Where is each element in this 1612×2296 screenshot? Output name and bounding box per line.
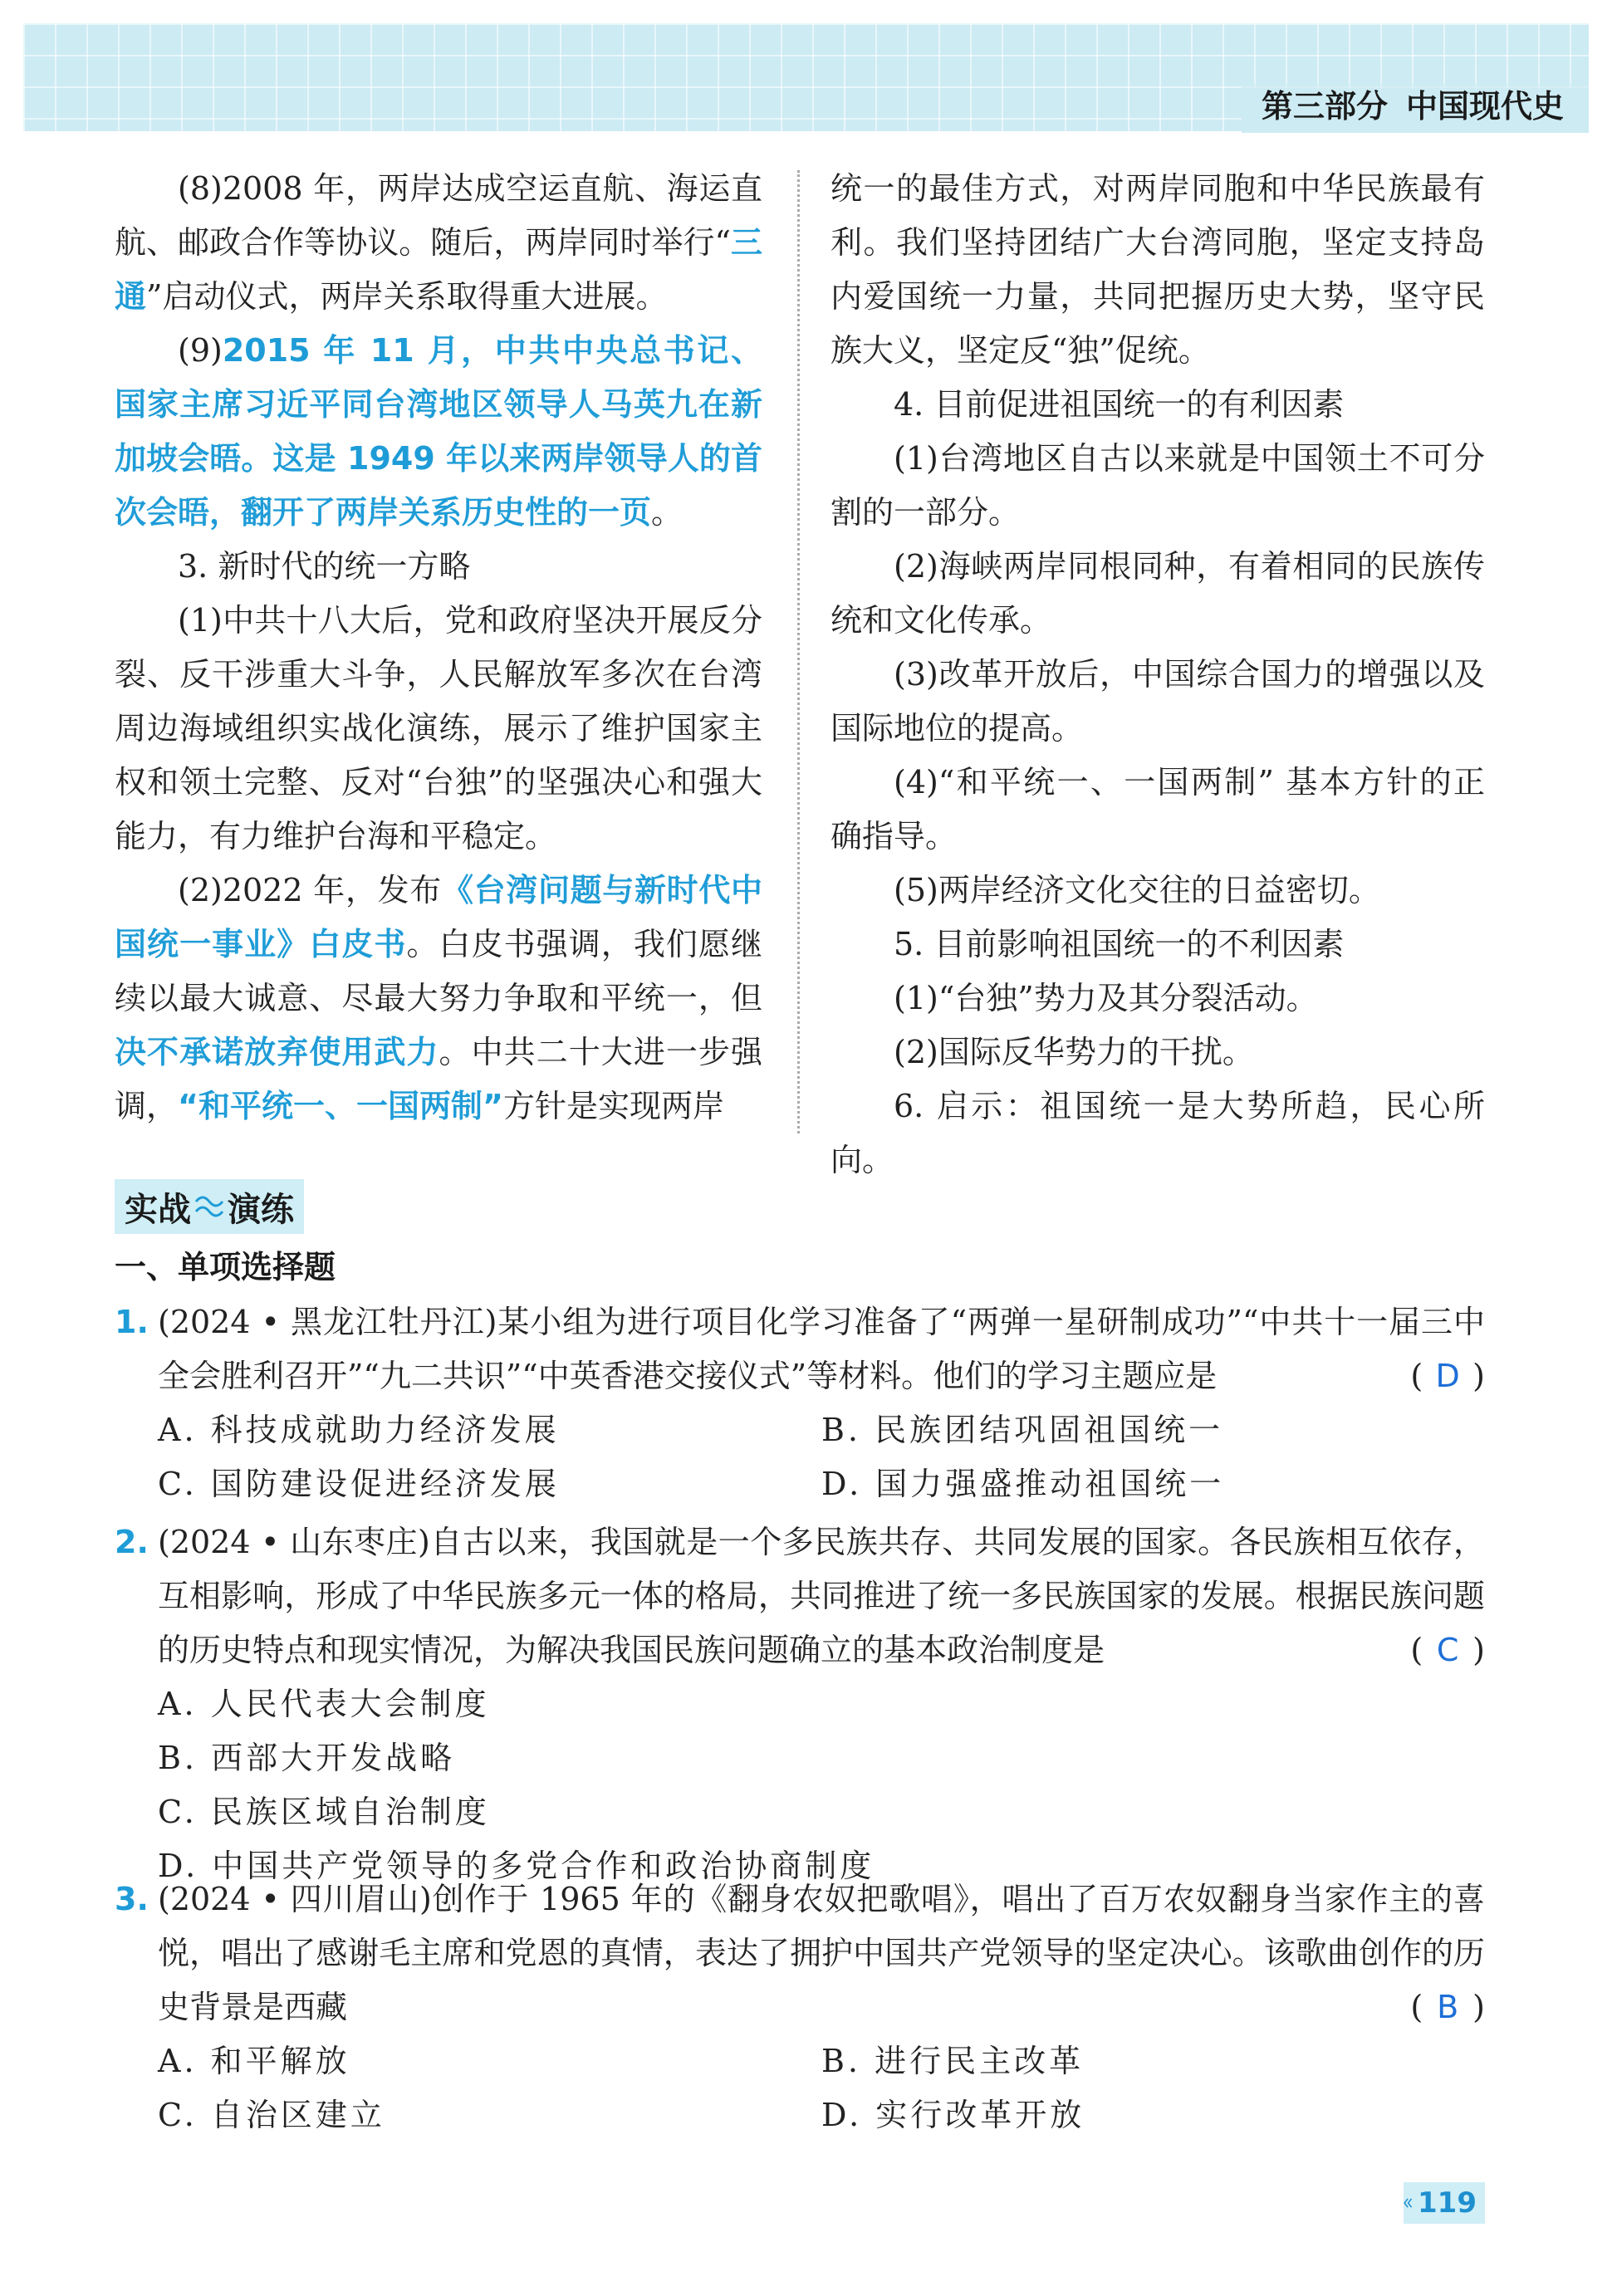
answer-letter: C xyxy=(1436,1632,1459,1668)
section-title: 一、单项选择题 xyxy=(115,1249,336,1285)
option-item: D. 中国共产党领导的多党合作和政治协商制度 xyxy=(158,1848,875,1884)
right-paragraph xyxy=(830,162,1485,378)
highlight-text: 2015 年 11 月，中共中央总书记、国家主席习近平同台湾地区领导人马英九在新加坡会晤。这是 1949 年以来两岸领导人的首次会晤，翻开了两岸关系历史性的一页 xyxy=(115,332,762,531)
body-text: 。 xyxy=(651,494,684,531)
right-paragraph xyxy=(830,864,1485,918)
right-paragraph xyxy=(830,648,1485,756)
page-number xyxy=(1404,2182,1485,2224)
question-number: 3. xyxy=(115,1881,149,1917)
banner-left: 实战 xyxy=(125,1190,191,1229)
body-text: 3. 新时代的统一方略 xyxy=(178,548,471,585)
answer-bracket: ( C ) xyxy=(1410,1623,1485,1677)
option-item: A. 科技成就助力经济发展 xyxy=(158,1412,560,1448)
body-text: 4. 目前促进祖国统一的有利因素 xyxy=(894,386,1345,423)
question-number: 1. xyxy=(115,1304,149,1340)
column-divider xyxy=(797,170,800,1133)
body-text: (1)中共十八大后，党和政府坚决开展反分裂、反干涉重大斗争，人民解放军多次在台湾周边海域组织实战化演练，展示了维护国家主权和领土完整、反对“台独”的坚强决心和强大能力，有力维护台海和平稳定。 xyxy=(115,602,762,854)
chapter-name: 中国现代史 xyxy=(1405,88,1564,125)
question-stem: (2024 • 四川眉山)创作于 1965 年的《翻身农奴把歌唱》，唱出了百万农奴翻身当家作主的喜悦，唱出了感谢毛主席和党恩的真情，表达了拥护中国共产党领导的坚定决心。该歌曲创作的历史背景是西藏 xyxy=(158,1881,1485,2025)
right-paragraph xyxy=(830,540,1485,648)
option-item: C. 国防建设促进经济发展 xyxy=(158,1466,560,1502)
highlight-text: 三通 xyxy=(115,224,762,315)
body-text: (8)2008 年，两岸达成空运直航、海运直航、邮政合作等协议。随后，两岸同时举行“ xyxy=(115,170,762,261)
right-paragraph xyxy=(830,918,1485,972)
option-item: B. 西部大开发战略 xyxy=(158,1740,456,1776)
highlight-text: “和平统一、一国两制” xyxy=(178,1088,503,1124)
option-item: C. 民族区域自治制度 xyxy=(158,1794,490,1830)
left-column xyxy=(115,162,762,1133)
question-item xyxy=(115,1515,1485,1893)
question-text xyxy=(158,1873,1485,2034)
highlight-text: 决不承诺放弃使用武力 xyxy=(115,1034,439,1070)
left-paragraph xyxy=(115,540,762,594)
question-item xyxy=(115,1295,1485,1511)
answer-bracket: ( D ) xyxy=(1410,1349,1485,1403)
right-paragraph xyxy=(830,378,1485,432)
question-number: 2. xyxy=(115,1524,149,1560)
body-text: (2)国际反华势力的干扰。 xyxy=(894,1034,1254,1070)
practice-banner xyxy=(115,1179,304,1234)
question-text xyxy=(158,1295,1485,1403)
option-list xyxy=(158,1403,1485,1511)
page-number-text: 119 xyxy=(1418,2186,1477,2220)
wave-icon xyxy=(193,1190,226,1223)
answer-letter: D xyxy=(1435,1358,1460,1394)
option-item: A. 和平解放 xyxy=(158,2043,350,2079)
body-text: (3)改革开放后，中国综合国力的增强以及国际地位的提高。 xyxy=(830,656,1485,747)
left-paragraph xyxy=(115,324,762,540)
left-paragraph xyxy=(115,594,762,864)
question-stem: (2024 • 黑龙江牡丹江)某小组为进行项目化学习准备了“两弹一星研制成功”“中共十一届三中全会胜利召开”“九二共识”“中英香港交接仪式”等材料。他们的学习主题应是 xyxy=(158,1304,1485,1394)
option-item: C. 自治区建立 xyxy=(158,2097,385,2133)
page-header xyxy=(23,23,1589,131)
option-item: B. 民族团结巩固祖国统一 xyxy=(821,1412,1224,1448)
body-text: (4)“和平统一、一国两制” 基本方针的正确指导。 xyxy=(830,764,1485,854)
right-paragraph xyxy=(830,1079,1485,1187)
right-paragraph xyxy=(830,972,1485,1026)
body-text: (2)2022 年，发布 xyxy=(178,872,442,908)
banner-right: 演练 xyxy=(228,1190,294,1229)
body-text: (2)海峡两岸同根同种，有着相同的民族传统和文化传承。 xyxy=(830,548,1485,639)
question-stem: (2024 • 山东枣庄)自古以来，我国就是一个多民族共存、共同发展的国家。各民族相互依存，互相影响，形成了中华民族多元一体的格局，共同推进了统一多民族国家的发展。根据民族问题的历史特点和现实情况，为解决我国民族问题确立的基本政治制度是 xyxy=(158,1524,1485,1668)
left-paragraph xyxy=(115,162,762,324)
right-paragraph xyxy=(830,432,1485,540)
option-item: D. 国力强盛推动祖国统一 xyxy=(821,1466,1225,1502)
body-text: (5)两岸经济文化交往的日益密切。 xyxy=(894,872,1380,908)
body-text: 方针是实现两岸 xyxy=(502,1088,724,1124)
option-item: D. 实行改革开放 xyxy=(821,2097,1085,2133)
answer-letter: B xyxy=(1437,1989,1459,2025)
option-item: A. 人民代表大会制度 xyxy=(158,1686,490,1722)
highlight-text: 《台湾问题与新时代中国统一事业》白皮书 xyxy=(115,872,762,962)
part-label: 第三部分 xyxy=(1261,88,1388,125)
question-item xyxy=(115,1873,1485,2142)
body-text: ”启动仪式，两岸关系取得重大进展。 xyxy=(146,278,668,315)
body-text: 统一的最佳方式，对两岸同胞和中华民族最有利。我们坚持团结广大台湾同胞，坚定支持岛内爱国统一力量，共同把握历史大势，坚守民族大义，坚定反“独”促统。 xyxy=(830,170,1485,369)
option-list xyxy=(158,2034,1485,2142)
body-text: 6. 启示：祖国统一是大势所趋，民心所向。 xyxy=(830,1088,1485,1178)
right-paragraph xyxy=(830,756,1485,864)
body-text: 。中共二十大进一步强调， xyxy=(115,1034,762,1124)
right-column xyxy=(830,162,1485,1187)
answer-bracket: ( B ) xyxy=(1410,1980,1485,2034)
option-item: B. 进行民主改革 xyxy=(821,2043,1085,2079)
body-text: 。白皮书强调，我们愿继续以最大诚意、尽最大努力争取和平统一，但 xyxy=(115,926,762,1016)
option-list xyxy=(158,1677,1485,1893)
chevron-left-icon xyxy=(1404,2189,1413,2217)
right-paragraph xyxy=(830,1026,1485,1079)
chapter-title xyxy=(1242,81,1589,133)
left-paragraph xyxy=(115,864,762,1133)
body-text: (1)“台独”势力及其分裂活动。 xyxy=(894,980,1318,1016)
question-text xyxy=(158,1515,1485,1677)
body-text: 5. 目前影响祖国统一的不利因素 xyxy=(894,926,1345,962)
body-text: (1)台湾地区自古以来就是中国领土不可分割的一部分。 xyxy=(830,440,1485,531)
body-text: (9) xyxy=(178,332,223,369)
